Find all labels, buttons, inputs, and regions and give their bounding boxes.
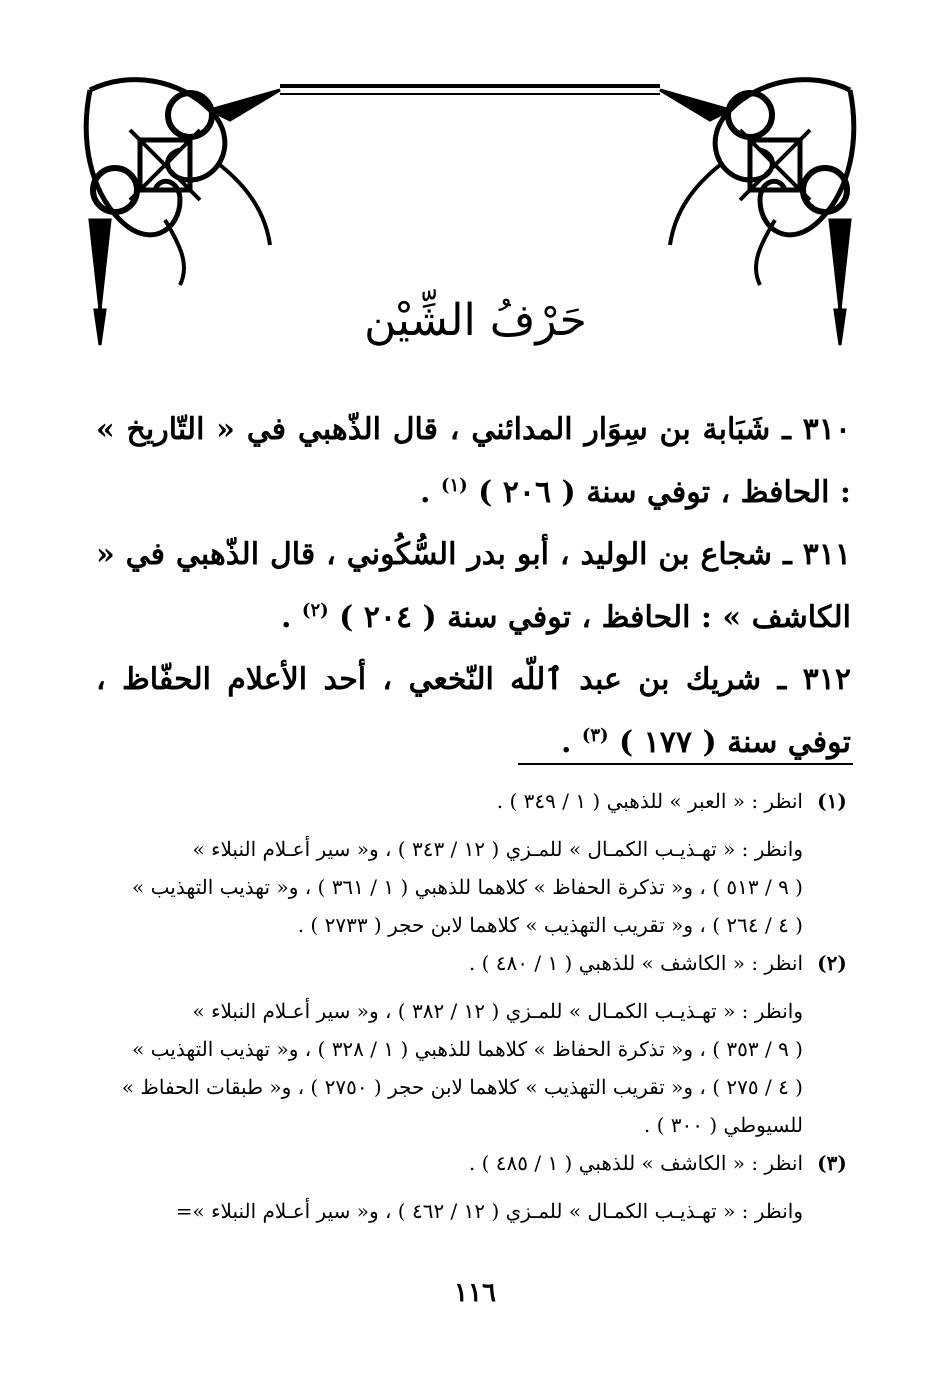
entry-end: .: [560, 725, 582, 760]
entry-name: شريك: [685, 662, 762, 697]
entry-312: [96, 652, 851, 771]
footnote-1-details: [91, 830, 861, 944]
footnote-number: (٢): [817, 951, 847, 975]
chapter-title: حَرْفُ الشِّيْن: [364, 295, 587, 346]
footnote-ref: (٣): [581, 725, 609, 746]
footnote-separator: [518, 763, 853, 765]
entry-311: [96, 527, 851, 646]
footnote-line: للسيوطي ( ٣٠٠ ) .: [643, 1113, 803, 1137]
entry-text: بن سِوَار المدائني ، قال الذّهبي في « التّاريخ » : الحافظ ، توفي سنة ( ٢٠٦ ): [96, 412, 851, 510]
footnote-ref: (٢): [301, 600, 329, 621]
footnote-3-details: [91, 1192, 861, 1230]
entry-310: [96, 402, 851, 521]
footnote-3: [91, 1144, 861, 1182]
footnote-line: ( ٤ / ٢٧٥ ) ، و« تقريب التهذيب » كلاهما لابن حجر ( ٢٧٥٠ ) ، و« طبقات الحفاظ »: [121, 1075, 803, 1099]
footnote-2-details: [91, 992, 861, 1144]
entry-number: ٣١٠ ـ: [782, 412, 851, 447]
entries-list: [96, 402, 851, 771]
footnote-text: انظر : « الكاشف » للذهبي ( ١ / ٤٨٥ ) .: [468, 1151, 803, 1175]
footnote-line: وانظر : « تهـذيـب الكمـال » للمـزي ( ١٢ / ٤٦٢ ) ، و« سير أعـلام النبلاء »=: [175, 1199, 803, 1223]
entry-end: .: [281, 600, 302, 635]
footnotes: [91, 782, 861, 1230]
footnote-number: (١): [817, 789, 847, 813]
footnote-text: انظر : « العبر » للذهبي ( ١ / ٣٤٩ ) .: [496, 789, 803, 813]
footnote-2: [91, 944, 861, 982]
footnote-line: ( ٩ / ٥١٣ ) ، و« تذكرة الحفاظ » كلاهما للذهبي ( ١ / ٣٦١ ) ، و« تهذيب التهذيب »: [132, 875, 803, 899]
footnote-line: ( ٩ / ٣٥٣ ) ، و« تذكرة الحفاظ » كلاهما للذهبي ( ١ / ٣٢٨ ) ، و« تهذيب التهذيب »: [132, 1037, 803, 1061]
footnote-number: (٣): [817, 1151, 847, 1175]
entry-text: بن عبد ٱللّه النّخعي ، أحد الأعلام الحفّاظ ، توفي سنة ( ١٧٧ ): [96, 662, 851, 760]
footnote-line: وانظر : « تهـذيـب الكمـال » للمـزي ( ١٢ / ٣٨٢ ) ، و« سير أعـلام النبلاء »: [192, 999, 803, 1023]
footnote-1: [91, 782, 861, 820]
page-number: ١١٦: [454, 1278, 496, 1308]
footnote-line: وانظر : « تهـذيـب الكمـال » للمـزي ( ١٢ / ٣٤٣ ) ، و« سير أعـلام النبلاء »: [192, 837, 803, 861]
footnote-text: انظر : « الكاشف » للذهبي ( ١ / ٤٨٠ ) .: [468, 951, 803, 975]
footnote-ref: (١): [440, 475, 468, 496]
footnote-line: ( ٤ / ٢٦٤ ) ، و« تقريب التهذيب » كلاهما لابن حجر ( ٢٧٣٣ ) .: [297, 913, 803, 937]
entry-name: شَبَابة: [702, 412, 771, 447]
entry-number: ٣١٢ ـ: [777, 662, 852, 697]
entry-name: شجاع: [700, 537, 773, 572]
entry-end: .: [420, 475, 441, 510]
entry-number: ٣١١ ـ: [782, 537, 851, 572]
entry-text: بن الوليد ، أبو بدر السُّكُوني ، قال الذّهبي في « الكاشف » : الحافظ ، توفي سنة ( ٢٠٤ ): [96, 537, 851, 635]
